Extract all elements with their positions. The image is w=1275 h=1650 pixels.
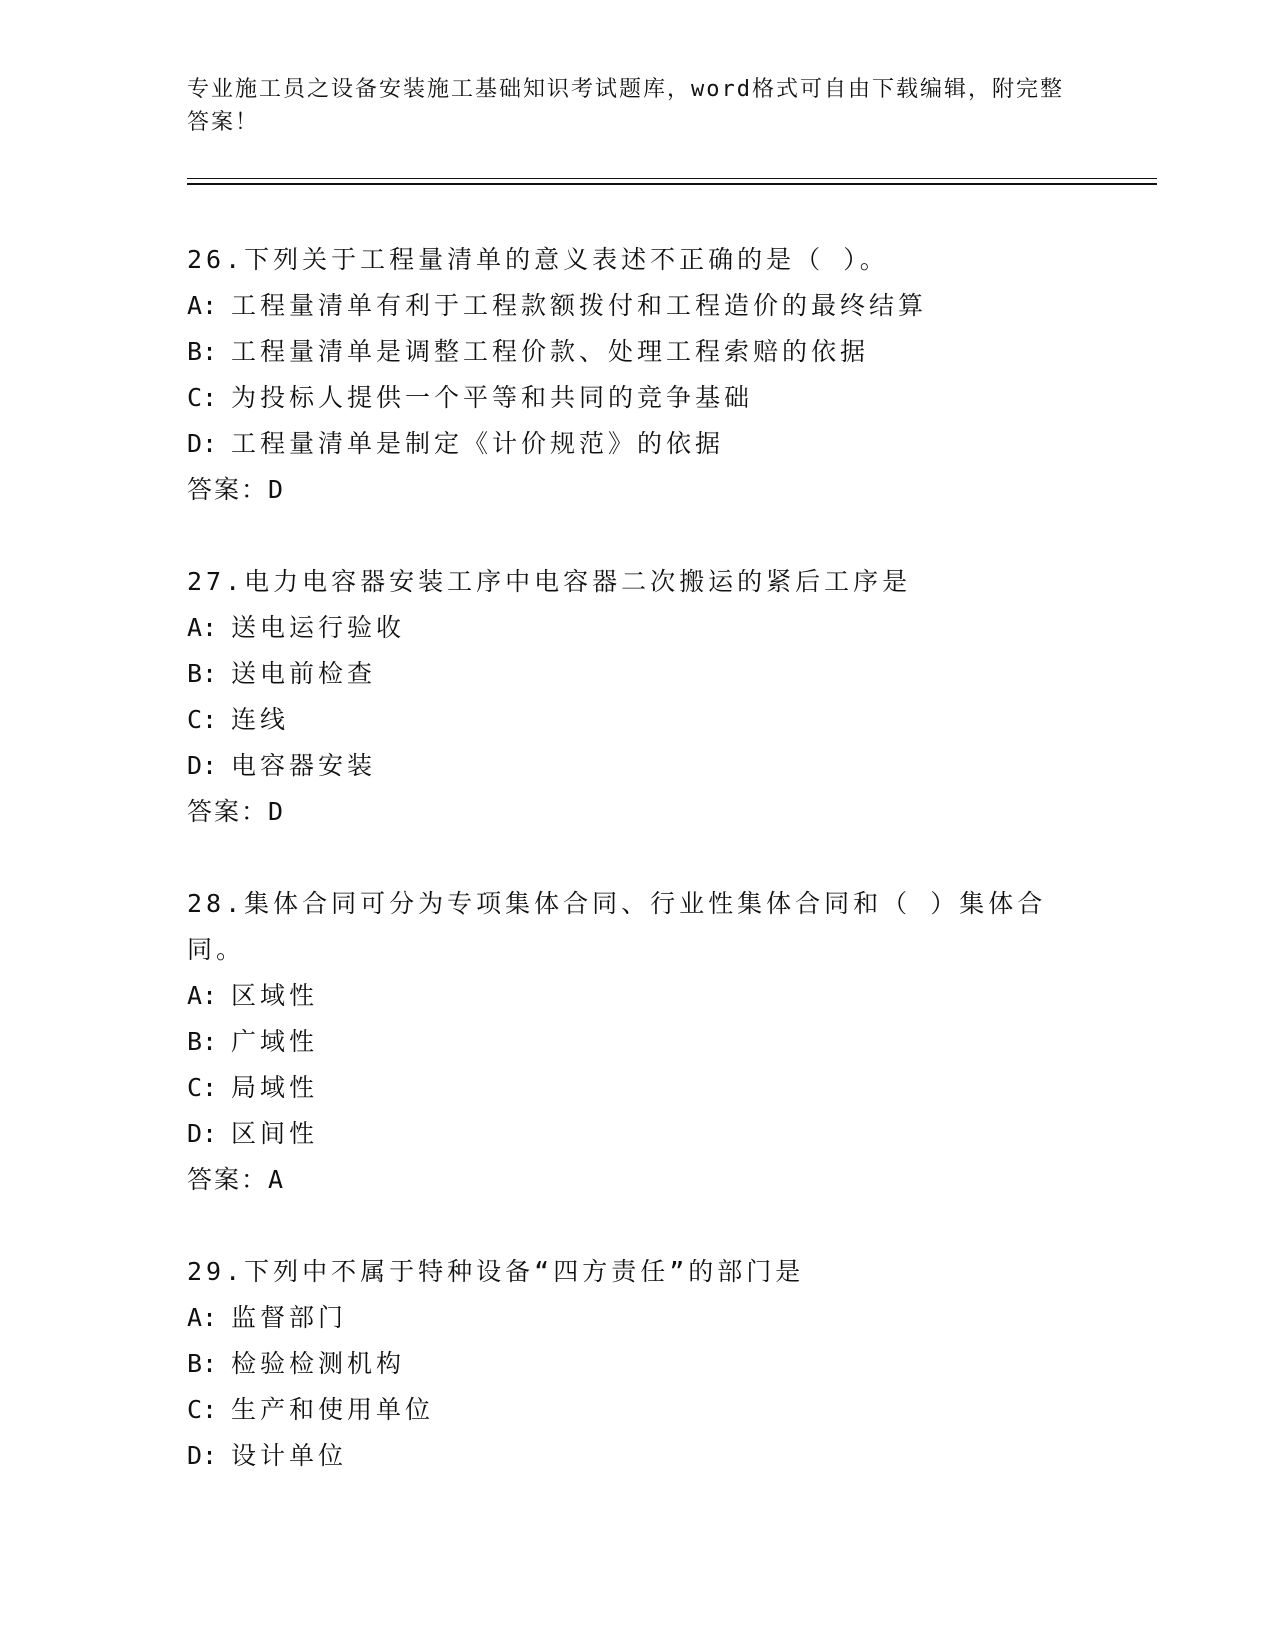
option-text: 检验检测机构 xyxy=(231,1349,406,1378)
option-label: D: xyxy=(187,751,218,780)
question-29 xyxy=(187,1249,1087,1479)
option-label: A: xyxy=(187,1303,218,1332)
option-c xyxy=(187,375,1087,421)
option-label: B: xyxy=(187,1349,218,1378)
option-d xyxy=(187,421,1087,467)
option-text: 设计单位 xyxy=(231,1441,348,1470)
option-a xyxy=(187,283,1087,329)
option-a xyxy=(187,973,1087,1019)
option-d xyxy=(187,1433,1087,1479)
answer-value: A xyxy=(268,1165,286,1194)
option-text: 区间性 xyxy=(231,1119,319,1148)
option-text: 监督部门 xyxy=(231,1303,348,1332)
question-stem: 27.电力电容器安装工序中电容器二次搬运的紧后工序是 xyxy=(187,567,912,596)
answer-line xyxy=(187,1157,1087,1203)
answer-label: 答案： xyxy=(187,797,269,826)
option-text: 为投标人提供一个平等和共同的竞争基础 xyxy=(231,383,754,412)
option-text: 送电运行验收 xyxy=(231,613,406,642)
answer-line xyxy=(187,789,1087,835)
option-a xyxy=(187,1295,1087,1341)
header-rule-top xyxy=(187,178,1157,179)
option-label: C: xyxy=(187,1395,218,1424)
option-b xyxy=(187,1341,1087,1387)
option-c xyxy=(187,1065,1087,1111)
answer-label: 答案： xyxy=(187,475,269,504)
option-d xyxy=(187,1111,1087,1157)
option-label: B: xyxy=(187,1027,218,1056)
option-text: 电容器安装 xyxy=(231,751,377,780)
option-label: C: xyxy=(187,383,218,412)
question-28 xyxy=(187,881,1087,1203)
option-label: D: xyxy=(187,1119,218,1148)
option-text: 工程量清单有利于工程款额拨付和工程造价的最终结算 xyxy=(231,291,928,320)
question-stem: 26.下列关于工程量清单的意义表述不正确的是（ ）。 xyxy=(187,245,889,274)
answer-line xyxy=(187,467,1087,513)
answer-value: D xyxy=(268,475,286,504)
option-label: D: xyxy=(187,1441,218,1470)
option-text: 局域性 xyxy=(231,1073,319,1102)
question-27 xyxy=(187,559,1087,835)
option-c xyxy=(187,697,1087,743)
option-text: 工程量清单是制定《计价规范》的依据 xyxy=(231,429,725,458)
answer-value: D xyxy=(268,797,286,826)
header-rule-bottom xyxy=(187,183,1157,185)
option-label: D: xyxy=(187,429,218,458)
option-label: A: xyxy=(187,981,218,1010)
option-text: 工程量清单是调整工程价款、处理工程索赔的依据 xyxy=(231,337,870,366)
option-text: 连线 xyxy=(231,705,290,734)
option-b xyxy=(187,329,1087,375)
option-c xyxy=(187,1387,1087,1433)
question-stem: 29.下列中不属于特种设备“四方责任”的部门是 xyxy=(187,1257,805,1286)
answer-label: 答案： xyxy=(187,1165,269,1194)
option-b xyxy=(187,651,1087,697)
document-header: 专业施工员之设备安装施工基础知识考试题库，word格式可自由下载编辑，附完整答案！ xyxy=(187,77,1064,135)
option-label: B: xyxy=(187,337,218,366)
option-label: A: xyxy=(187,291,218,320)
option-text: 广域性 xyxy=(231,1027,319,1056)
option-label: B: xyxy=(187,659,218,688)
question-stem: 28.集体合同可分为专项集体合同、行业性集体合同和（ ）集体合同。 xyxy=(187,889,1047,964)
option-text: 区域性 xyxy=(231,981,319,1010)
question-26 xyxy=(187,237,1087,513)
option-label: C: xyxy=(187,705,218,734)
option-d xyxy=(187,743,1087,789)
option-label: A: xyxy=(187,613,218,642)
option-a xyxy=(187,605,1087,651)
option-text: 生产和使用单位 xyxy=(231,1395,435,1424)
option-b xyxy=(187,1019,1087,1065)
option-label: C: xyxy=(187,1073,218,1102)
option-text: 送电前检查 xyxy=(231,659,377,688)
